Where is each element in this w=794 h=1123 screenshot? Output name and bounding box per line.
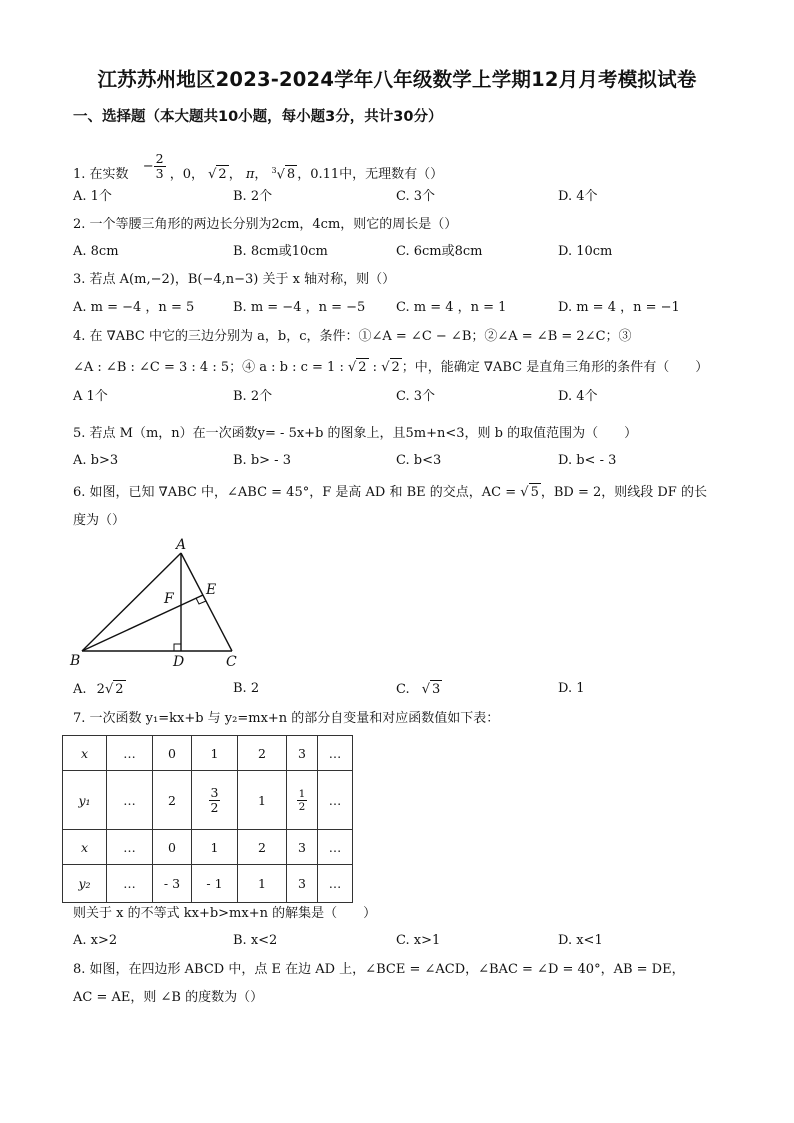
q6-option-d[interactable]: D. 1 xyxy=(558,681,585,696)
value-table xyxy=(62,735,353,903)
q6-option-b[interactable]: B. 2 xyxy=(233,681,260,696)
q1-option-b[interactable]: B. 2个 xyxy=(233,189,273,204)
question-6-line-2: 度为（） xyxy=(73,513,126,528)
q2-option-a[interactable]: A. 8cm xyxy=(73,244,119,259)
q2-option-d[interactable]: D. 10cm xyxy=(558,244,613,259)
q1-option-d[interactable]: D. 4个 xyxy=(558,189,598,204)
question-7-after: 则关于 x 的不等式 kx+b>mx+n 的解集是（ ） xyxy=(73,906,377,921)
question-5: 5. 若点 M（m，n）在一次函数y= - 5x+b 的图象上，且5m+n<3，则 b 的取值范围为（ ） xyxy=(73,426,638,441)
q4-option-d[interactable]: D. 4个 xyxy=(558,389,598,404)
q1-pi: π xyxy=(245,167,255,182)
label-d: D xyxy=(173,654,185,670)
q5-option-a[interactable]: A. b>3 xyxy=(73,453,119,468)
question-2: 2. 一个等腰三角形的两边长分别为2cm，4cm，则它的周长是（） xyxy=(73,217,458,232)
q3-option-c[interactable]: C. m = 4 ，n = 1 xyxy=(396,300,507,315)
q7-option-a[interactable]: A. x>2 xyxy=(73,933,118,948)
label-b: B xyxy=(70,653,81,669)
q7-option-d[interactable]: D. x<1 xyxy=(558,933,603,948)
q5-option-b[interactable]: B. b> - 3 xyxy=(233,453,291,468)
label-f: F xyxy=(164,591,174,607)
q6-option-c[interactable]: C. √ 3 xyxy=(396,682,441,697)
question-8-line-2: AC = AE，则 ∠B 的度数为（） xyxy=(73,990,264,1005)
q1-option-c[interactable]: C. 3个 xyxy=(396,189,436,204)
q2-option-c[interactable]: C. 6cm或8cm xyxy=(396,244,483,259)
q7-option-c[interactable]: C. x>1 xyxy=(396,933,441,948)
q4-option-c[interactable]: C. 3个 xyxy=(396,389,436,404)
q3-option-a[interactable]: A. m = −4 ，n = 5 xyxy=(73,300,195,315)
question-4-line-2: ∠A : ∠B : ∠C = 3 : 4 : 5；④ a : b : c = 1 : √ 2 : √ 2 ；中，能确定 ∇ABC 是直角三角形的条件有（ ） xyxy=(73,360,709,375)
triangle-figure xyxy=(60,533,260,673)
label-a: A xyxy=(176,537,187,553)
q2-option-b[interactable]: B. 8cm或10cm xyxy=(233,244,328,259)
q1-cbrt8: $^3$√ 8 xyxy=(271,165,296,182)
q1-option-a[interactable]: A. 1个 xyxy=(73,189,112,204)
q4-option-b[interactable]: B. 2个 xyxy=(233,389,273,404)
q1-neg-fraction: − $\frac{2}{3}$ xyxy=(142,151,164,181)
q1-prefix: 1. 在实数 xyxy=(73,167,129,182)
q6-option-a[interactable]: A. 2√ 2 xyxy=(73,682,124,697)
q1-sqrt2: √ 2 xyxy=(208,167,227,182)
table-row: x … 0 1 2 3 … xyxy=(63,736,353,771)
label-e: E xyxy=(206,582,217,598)
table-row: x … 0 1 2 3 … xyxy=(63,830,353,865)
question-1: 1. 在实数 − $\frac{2}{3}$ ，0， √ 2 ， π， $^3$√ 8 ，0.11中，无理数有（） xyxy=(73,151,444,182)
label-c: C xyxy=(226,654,237,670)
question-8-line-1: 8. 如图，在四边形 ABCD 中，点 E 在边 AD 上，∠BCE = ∠ACD，∠BAC = ∠D = 40°，AB = DE， xyxy=(73,962,685,977)
q3-option-d[interactable]: D. m = 4 ，n = −1 xyxy=(558,300,680,315)
q3-option-b[interactable]: B. m = −4 ，n = −5 xyxy=(233,300,366,315)
q4-option-a[interactable]: A 1个 xyxy=(73,389,108,404)
question-6-line-1: 6. 如图，已知 ∇ABC 中，∠ABC = 45°，F 是高 AD 和 BE 的交点，AC = √ 5 ，BD = 2，则线段 DF 的长 xyxy=(73,485,707,500)
q7-option-b[interactable]: B. x<2 xyxy=(233,933,278,948)
section-heading: 一、选择题（本大题共10小题，每小题3分，共计30分） xyxy=(73,109,443,125)
table-row: y₁ … 2 $\frac{3}{2}$ 1 $\frac{1}{2}$ … xyxy=(63,771,353,830)
question-3: 3. 若点 A(m,−2)，B(−4,n−3) 关于 x 轴对称，则（） xyxy=(73,272,396,287)
question-4-line-1: 4. 在 ∇ABC 中它的三边分别为 a，b，c，条件：①∠A = ∠C − ∠B；②∠A = ∠B = 2∠C；③ xyxy=(73,329,632,344)
q5-option-d[interactable]: D. b< - 3 xyxy=(558,453,617,468)
page-title: 江苏苏州地区2023-2024学年八年级数学上学期12月月考模拟试卷 xyxy=(97,68,697,91)
table-row: y₂ … - 3 - 1 1 3 … xyxy=(63,865,353,903)
q5-option-c[interactable]: C. b<3 xyxy=(396,453,442,468)
question-7: 7. 一次函数 y₁=kx+b 与 y₂=mx+n 的部分自变量和对应函数值如下表： xyxy=(73,711,500,726)
